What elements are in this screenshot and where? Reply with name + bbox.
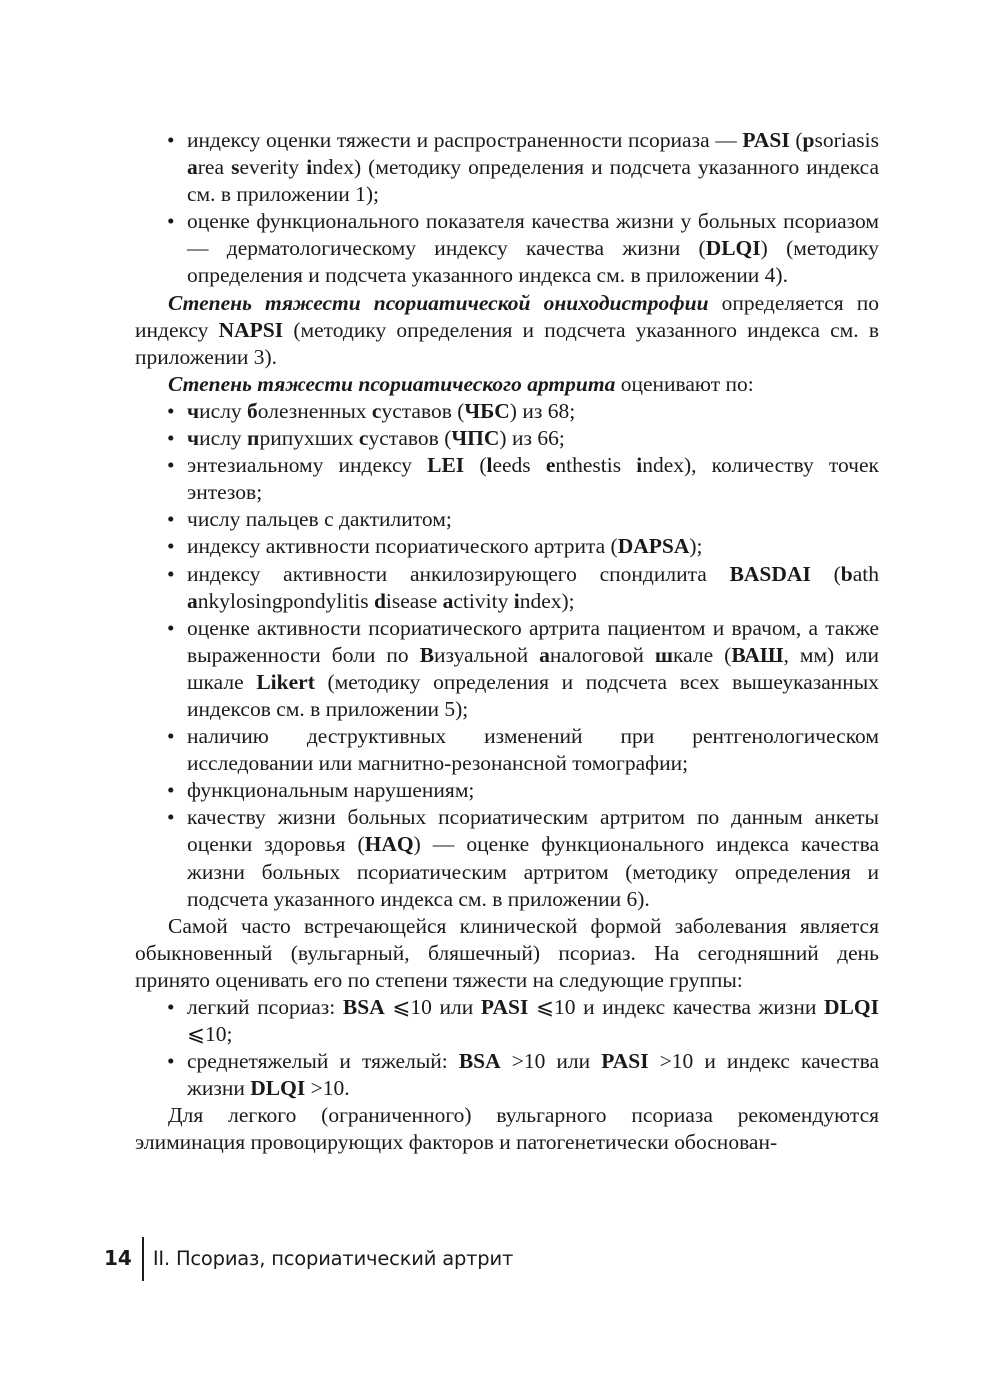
bold-term: e [545, 453, 556, 478]
text-run: ( [789, 128, 803, 152]
text-run: >10 или [500, 1049, 602, 1074]
text-run: ⩽10; [187, 1022, 233, 1047]
mild-psoriasis-paragraph [135, 1102, 879, 1156]
bold-term: i [636, 453, 643, 478]
bold-term: p [802, 128, 815, 152]
list-item [135, 452, 879, 506]
text-run: изуальной [434, 642, 540, 667]
text-run: ⩽10 и индекс качества жизни [528, 995, 825, 1019]
text-run: (методику определения и подсчета указанного индекса см. в приложении 3). [135, 317, 879, 369]
bold-term: с [371, 398, 382, 423]
bold-term: BSA [458, 1049, 501, 1074]
text-run: оценке активности псориатического артрита пациентом и врачом, а также выраженности боли по [187, 615, 879, 667]
text-run: ndex), количеству точек энтезов; [187, 453, 879, 505]
bold-term: BASDAI [729, 561, 811, 586]
bold-term: с [358, 426, 369, 451]
page-number: 14 [104, 1246, 132, 1271]
text-run: уставов ( [381, 398, 465, 423]
bold-term: ш [654, 642, 674, 667]
text-run: числу пальцев с дактилитом; [187, 507, 452, 532]
bold-term: PASI [601, 1049, 649, 1074]
text-run: ) (методику определения и подсчета указанного индекса см. в приложении 4). [187, 236, 879, 288]
text-run: ( [464, 453, 487, 478]
text-run: оценивают по: [615, 371, 754, 396]
bullet-marker: • [167, 398, 175, 423]
text-run: ndex); [519, 588, 575, 613]
arthritis-criteria-list [135, 398, 879, 913]
bold-term: В [419, 642, 435, 667]
bold-term: ч [187, 426, 200, 451]
text-run: олезненных [257, 398, 372, 423]
bullet-marker: • [167, 507, 175, 532]
text-run: индексу оценки тяжести и распространенности псориаза — [187, 128, 743, 152]
bullet-marker: • [167, 128, 175, 152]
text-run: (методику определения и подсчета всех вышеуказанных индексов см. в приложении 5); [187, 669, 879, 721]
bold-term: ВАШ [731, 642, 784, 667]
bullet-marker: • [167, 209, 175, 234]
text-run: энтезиальному индексу [187, 453, 428, 478]
bold-term: б [247, 398, 258, 423]
bold-term: ЧБС [464, 398, 510, 423]
index-list [135, 127, 879, 290]
text-run: индексу активности анкилозирующего спондилита [187, 561, 730, 586]
bullet-marker: • [167, 615, 175, 640]
bullet-marker: • [167, 453, 175, 478]
bold-term: i [513, 588, 520, 613]
text-run: eeds [492, 453, 546, 478]
section-heading: Степень тяжести псориатического артрита [168, 371, 616, 396]
text-run: наличию деструктивных изменений при рентгенологическом исследовании или магнитно-резонансной томографии; [187, 724, 879, 776]
bold-term: ч [187, 398, 200, 423]
list-item [135, 398, 879, 425]
text-run: ислу [199, 398, 248, 423]
text-run: everity [239, 155, 307, 180]
bold-term: п [247, 426, 260, 451]
text-run: среднетяжелый и тяжелый: [187, 1049, 459, 1074]
bold-term: PASI [480, 995, 529, 1019]
bold-term: Likert [256, 669, 315, 694]
text-run: кале ( [673, 642, 732, 667]
page-body [135, 127, 879, 1157]
text-run: ath [852, 561, 879, 586]
text-run: индексу активности псориатического артрита ( [187, 534, 618, 559]
text-run: soriasis [814, 128, 879, 152]
text-run: ) из 68; [509, 398, 576, 423]
text-run: качеству жизни больных псориатическим артритом по данным анкеты оценки здоровья ( [187, 805, 879, 857]
text-run: rea [197, 155, 232, 180]
bold-term: l [486, 453, 493, 478]
running-title: II. Псориаз, псориатический артрит [152, 1247, 514, 1271]
list-item [135, 615, 879, 723]
text-run: налоговой [549, 642, 655, 667]
vulgar-psoriasis-paragraph [135, 913, 879, 994]
list-item [135, 208, 879, 289]
bold-term: a [187, 588, 198, 613]
bullet-marker: • [167, 995, 175, 1019]
bold-term: DLQI [824, 995, 879, 1019]
page-footer [104, 1235, 513, 1283]
text-run: ⩽10 или [384, 995, 481, 1019]
napsi-paragraph [135, 290, 879, 371]
severity-groups-list [135, 994, 879, 1102]
bold-term: i [306, 155, 313, 180]
bold-term: DLQI [250, 1076, 306, 1101]
text-run: функциональным нарушениям; [187, 778, 475, 803]
text-run: рипухших [259, 426, 359, 451]
bold-term: DAPSA [617, 534, 690, 559]
bullet-marker: • [167, 805, 175, 830]
bullet-marker: • [167, 778, 175, 803]
bullet-marker: • [167, 561, 175, 586]
list-item [135, 804, 879, 912]
list-item [135, 533, 879, 560]
bold-term: HAQ [364, 832, 414, 857]
arthritis-intro-paragraph [135, 371, 879, 398]
section-heading: Степень тяжести псориатической ониходистрофии [168, 290, 709, 315]
text-run: nkylosingpondylitis [197, 588, 374, 613]
bold-term: LEI [427, 453, 465, 478]
bold-term: a [187, 155, 198, 180]
text-run: легкий псориаз: [187, 995, 343, 1019]
text-run: ислу [199, 426, 248, 451]
list-item [135, 425, 879, 452]
bold-term: d [373, 588, 386, 613]
list-item [135, 994, 879, 1048]
text-run: nthestis [555, 453, 637, 478]
bold-term: ЧПС [451, 426, 500, 451]
text-run: оценке функционального показателя качества жизни у больных псориазом — дерматологическому индексу качества жизни ( [187, 209, 879, 261]
bold-term: PASI [742, 128, 790, 152]
text-run: ); [689, 534, 703, 559]
bold-term: s [231, 155, 240, 180]
text-run: ) — оценке функционального индекса качества жизни больных псориатическим артритом (методику определения и подсчета указанного индекса см. в приложении 6). [187, 832, 879, 911]
text-run: isease [385, 588, 443, 613]
bullet-marker: • [167, 426, 175, 451]
list-item [135, 1048, 879, 1102]
bold-term: a [442, 588, 454, 613]
bullet-marker: • [167, 1049, 175, 1074]
text-run: определяется по индексу [135, 290, 879, 342]
list-item [135, 506, 879, 533]
text-run: Для легкого (ограниченного) вульгарного псориаза рекомендуются элиминация провоцирующих факторов и патогенетически обоснован- [135, 1103, 879, 1155]
bullet-marker: • [167, 534, 175, 559]
text-run: ( [810, 561, 841, 586]
bold-term: b [840, 561, 853, 586]
footer-divider [142, 1237, 144, 1281]
bold-term: NAPSI [218, 317, 284, 342]
text-run: , мм) или шкале [187, 642, 879, 694]
text-run: уставов ( [368, 426, 452, 451]
text-run: >10 и индекс качества жизни [187, 1049, 879, 1101]
text-run: >10. [305, 1076, 350, 1101]
bold-term: а [539, 642, 550, 667]
text-run: ) из 66; [499, 426, 565, 451]
text-run: Самой часто встречающейся клинической формой заболевания является обыкновенный (вульгарный, бляшечный) псориаз. На сегодняшний день принято оценивать его по степени тяжести на следующие группы: [135, 913, 879, 992]
bold-term: BSA [342, 995, 385, 1019]
text-run: ndex) (методику определения и подсчета указанного индекса см. в приложении 1); [187, 155, 879, 207]
bullet-marker: • [167, 724, 175, 749]
bold-term: DLQI [705, 236, 761, 261]
list-item [135, 723, 879, 777]
list-item [135, 127, 879, 208]
text-run: ctivity [453, 588, 514, 613]
list-item [135, 561, 879, 615]
list-item [135, 777, 879, 804]
